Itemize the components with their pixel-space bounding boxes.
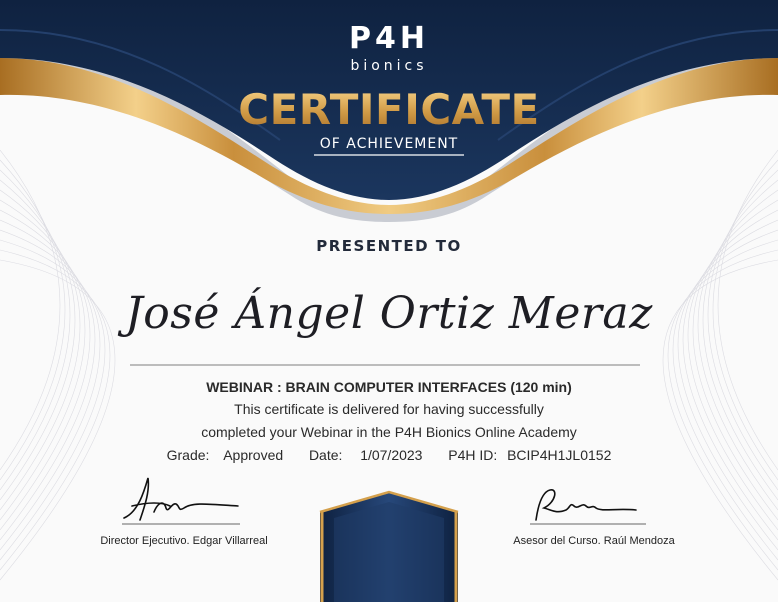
presented-to-label: PRESENTED TO [316, 237, 462, 255]
id-value: BCIP4H1JL0152 [507, 447, 612, 463]
right-signature-label: Asesor del Curso. Raúl Mendoza [513, 535, 675, 547]
certificate-title: CERTIFICATE [0, 86, 778, 134]
certificate-subtitle: OF ACHIEVEMENT [319, 136, 459, 152]
recipient-name: José Ángel Ortiz Meraz [125, 288, 653, 339]
description-line-1: This certificate is delivered for having successfully [234, 401, 544, 417]
date-value: 1/07/2023 [360, 447, 423, 463]
course-title: WEBINAR : BRAIN COMPUTER INTERFACES (120 min) [206, 379, 572, 395]
grade-label: Grade: [166, 447, 210, 463]
left-signature-label: Director Ejecutivo. Edgar Villarreal [100, 535, 268, 547]
grade-value: Approved [223, 447, 284, 463]
left-signature [118, 472, 248, 528]
certificate-details [0, 446, 778, 464]
id-label: P4H ID: [448, 447, 498, 463]
brand-logo-subtitle: bionics [350, 58, 428, 74]
brand-logo: P4H [349, 21, 429, 56]
right-signature [526, 480, 646, 528]
date-label: Date: [308, 447, 343, 463]
description-line-2: completed your Webinar in the P4H Bionics Online Academy [201, 424, 577, 440]
